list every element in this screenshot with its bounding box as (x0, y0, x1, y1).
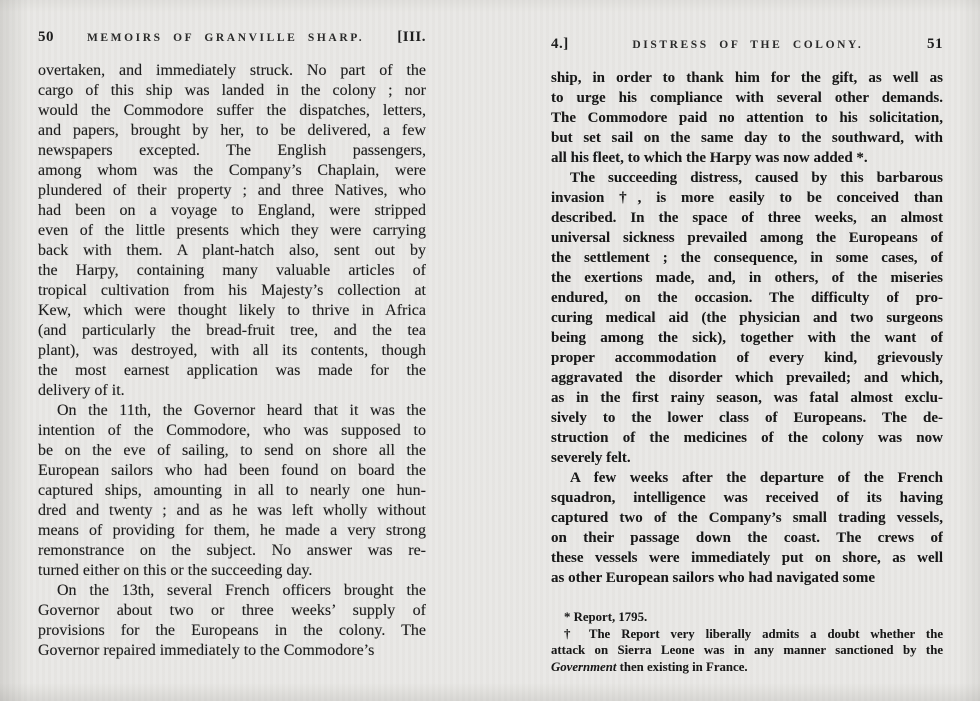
text-line: on their passage down the coast. The crews of (551, 530, 943, 546)
text-line: struction of the medicines of the colony was now (551, 430, 943, 446)
text-line: On the 11th, the Governor heard that it was the (57, 402, 426, 419)
paragraph (38, 581, 426, 661)
text-line (551, 659, 943, 676)
text-line: The succeeding distress, caused by this barbarous (570, 170, 943, 186)
text-line: back with them. A plant-hatch also, sent out by (38, 242, 426, 259)
text-line: described. In the space of three weeks, an almost (551, 210, 943, 226)
text-line: delivery of it. (38, 382, 125, 399)
text-line: remonstrance on the subject. No answer was re- (38, 542, 426, 559)
text-line: attack on Sierra Leone was in any manner sanctioned by the (551, 643, 943, 657)
text-line: provisions for the Europeans in the colony. The (38, 622, 426, 639)
left-signature-mark: [III. (397, 29, 426, 45)
text-line: On the 13th, several French officers brought the (57, 582, 426, 599)
text-line: endured, on the occasion. The difficulty of pro- (551, 290, 943, 306)
italic-text: Government (551, 659, 617, 674)
text-line: would the Commodore suffer the dispatches, letters, (38, 102, 426, 119)
text-line: means of providing for them, he made a very strong (38, 522, 426, 539)
left-page (38, 29, 426, 661)
text-line: be on the eve of sailing, to send on shore all the (38, 442, 426, 459)
text-line: universal sickness prevailed among the Europeans of (551, 230, 943, 246)
text-line: cargo of this ship was landed in the colony ; nor (38, 82, 426, 99)
text-line: The Commodore paid no attention to his solicitation, (551, 110, 943, 126)
text-line: as in the first rainy season, was fatal almost exclu- (551, 390, 943, 406)
text-line: (and particularly the bread-fruit tree, and the tea (38, 322, 426, 339)
text-line: squadron, intelligence was received of its having (551, 490, 943, 506)
text-line: captured two of the Company’s small trading vessels, (551, 510, 943, 526)
paragraph (551, 609, 943, 626)
text-line: these vessels were immediately put on shore, as well (551, 550, 943, 566)
footnotes (551, 609, 943, 675)
plain-text: then existing in France. (616, 659, 748, 674)
text-line: aggravated the disorder which prevailed; and which, (551, 370, 943, 386)
left-running-title: MEMOIRS OF GRANVILLE SHARP. (86, 32, 365, 44)
text-line: plant), was destroyed, with all its contents, though (38, 342, 426, 359)
text-line: Governor about two or three weeks’ supply of (38, 602, 426, 619)
text-line: the Harpy, containing many valuable articles of (38, 262, 426, 279)
text-line: and papers, brought by her, to be delivered, a few (38, 122, 426, 139)
text-line: sively to the lower class of Europeans. The de- (551, 410, 943, 426)
text-line: the exertions made, and, in others, of the miseries (551, 270, 943, 286)
text-line: dred and twenty ; and as he was left wholly without (38, 502, 426, 519)
paragraph (551, 626, 943, 676)
text-line: overtaken, and immediately struck. No part of the (38, 62, 426, 79)
right-page (551, 36, 943, 675)
paragraph (551, 468, 943, 588)
text-line: newspapers excepted. The English passengers, (38, 142, 426, 159)
text-line: turned either on this or the succeeding day. (38, 562, 313, 579)
right-signature-mark: 4.] (551, 36, 569, 52)
right-running-title: DISTRESS OF THE COLONY. (632, 39, 864, 51)
text-line: among whom was the Company’s Chaplain, were (38, 162, 426, 179)
text-line: but set sail on the same day to the southward, with (551, 130, 943, 146)
paragraph (38, 61, 426, 401)
text-line: proper accommodation of every kind, grievously (551, 350, 943, 366)
text-line: ship, in order to thank him for the gift, as well as (551, 70, 943, 86)
text-line: curing medical aid (the physician and two surgeons (551, 310, 943, 326)
text-line: tropical cultivation from his Majesty’s collection at (38, 282, 426, 299)
text-line: being among the sick), together with the want of (551, 330, 943, 346)
paragraph (551, 68, 943, 168)
text-line: invasion †, is more easily to be conceived than (551, 190, 943, 206)
text-line: captured ships, amounting in all to nearly one hun- (38, 482, 426, 499)
left-page-number: 50 (38, 29, 54, 45)
text-line: the settlement ; the consequence, in some cases, of (551, 250, 943, 266)
text-line: to urge his compliance with several other demands. (551, 90, 943, 106)
text-line: Kew, which were thought likely to thrive in Africa (38, 302, 426, 319)
right-page-body (551, 68, 943, 588)
paragraph (551, 168, 943, 468)
left-page-body (38, 61, 426, 661)
text-line: * Report, 1795. (564, 610, 648, 624)
text-line: intention of the Commodore, who was supposed to (38, 422, 426, 439)
text-line: the most earnest application was made for the (38, 362, 426, 379)
text-line: even of the little presents which they were carrying (38, 222, 426, 239)
right-page-header (551, 36, 943, 58)
text-line: Governor repaired immediately to the Commodore’s (38, 642, 375, 659)
text-line: severely felt. (551, 450, 631, 466)
left-page-header (38, 29, 426, 51)
text-line: European sailors who had been found on board the (38, 462, 426, 479)
text-line: all his fleet, to which the Harpy was now added *. (551, 150, 868, 166)
text-line: plundered of their property ; and three Natives, who (38, 182, 426, 199)
text-line: A few weeks after the departure of the French (570, 470, 943, 486)
right-page-number: 51 (927, 36, 943, 52)
paragraph (38, 401, 426, 581)
text-line: as other European sailors who had navigated some (551, 570, 876, 586)
text-line: had been on a voyage to England, were stripped (38, 202, 426, 219)
text-line: † The Report very liberally admits a doubt whether the (564, 626, 943, 641)
